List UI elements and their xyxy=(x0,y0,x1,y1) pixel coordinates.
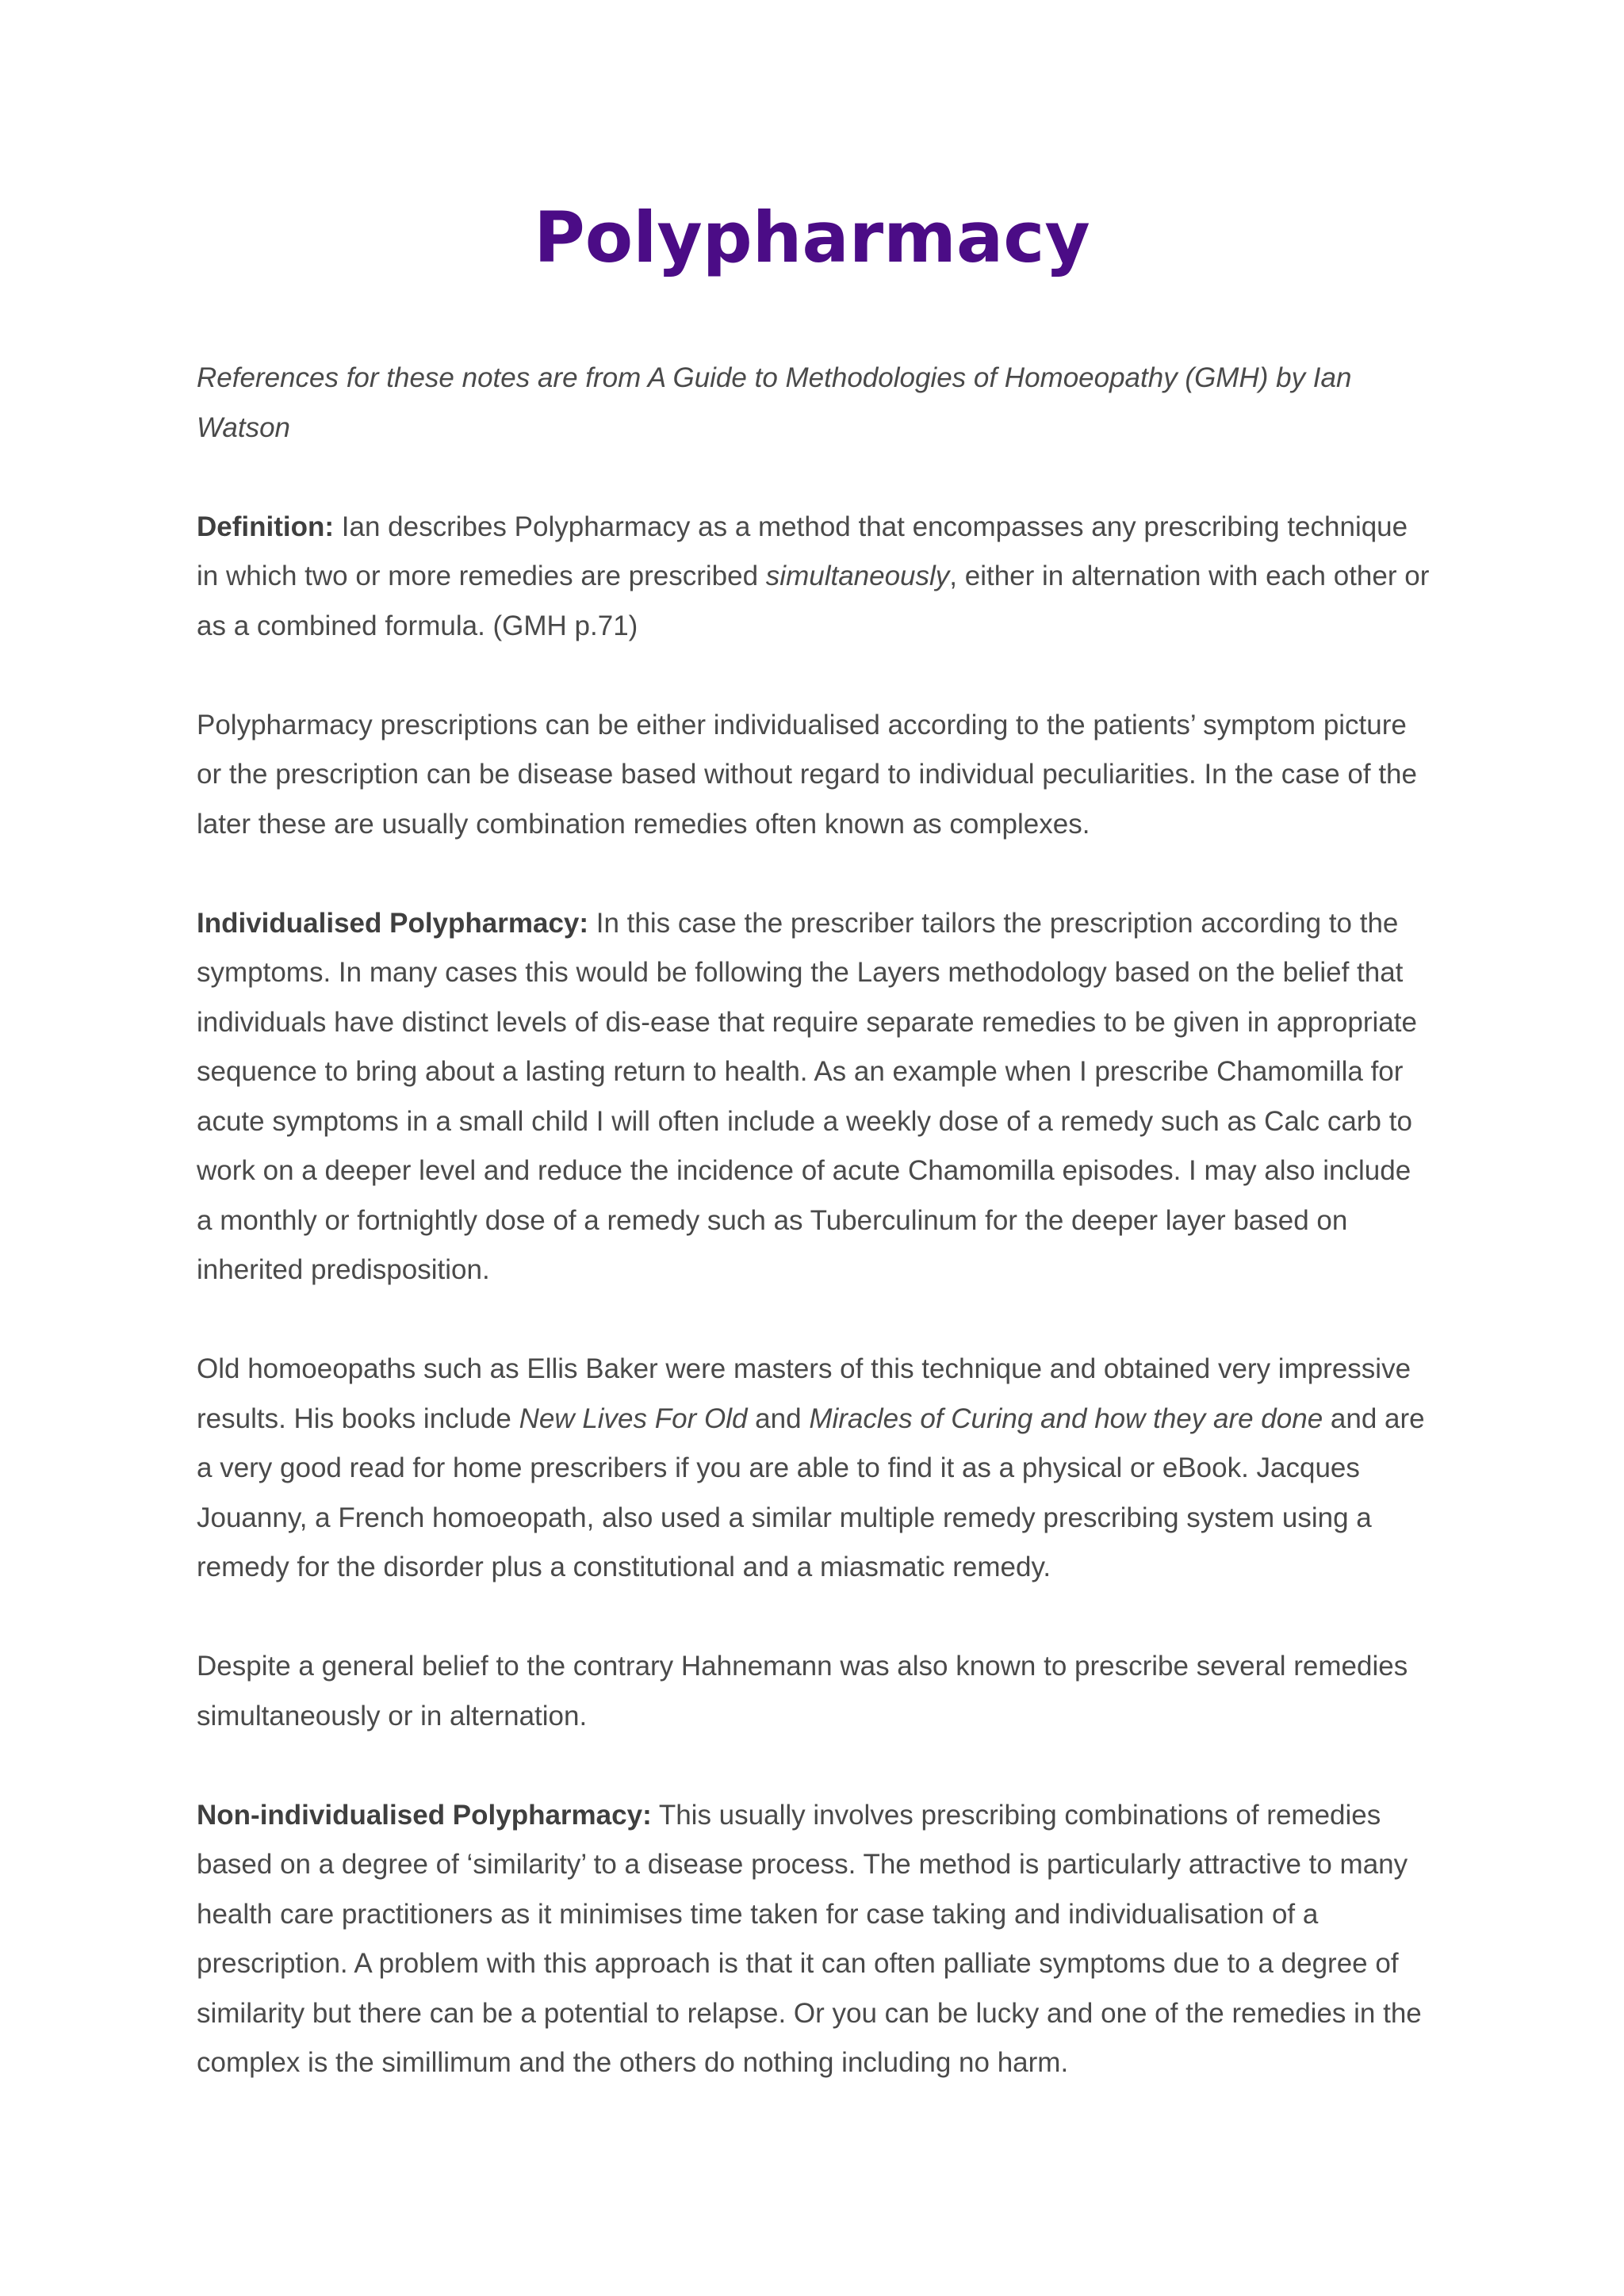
prescriptions-paragraph: Polypharmacy prescriptions can be either individualised according to the patients’ symptom picture or the prescription can be disease based without regard to individual peculiarities. In the case of the later these are usually combination remedies often known as complexes. xyxy=(197,709,1417,840)
non-individualised-paragraph xyxy=(197,1791,1434,2088)
old-homoeopaths-text-2: and xyxy=(747,1402,810,1434)
individualised-text: In this case the prescriber tailors the prescription according to the symptoms. In many cases this would be following the Layers methodology based on the belief that individuals have distinct levels of dis-ease that require separate remedies to be given in appropriate sequence to bring about a lasting return to health. As an example when I prescribe Chamomilla for acute symptoms in a small child I will often include a weekly dose of a remedy such as Calc carb to work on a deeper level and reduce the incidence of acute Chamomilla episodes. I may also include a monthly or fortnightly dose of a remedy such as Tuberculinum for the deeper layer based on inherited predisposition. xyxy=(197,907,1417,1285)
definition-emphasis: simultaneously xyxy=(765,561,950,591)
individualised-paragraph xyxy=(197,899,1434,1295)
definition-label: Definition: xyxy=(197,511,335,542)
document-body xyxy=(197,354,1434,2137)
definition-paragraph xyxy=(197,503,1434,652)
old-homoeopaths-paragraph xyxy=(197,1345,1434,1593)
book-title-miracles: Miracles of Curing and how they are done xyxy=(809,1402,1323,1434)
hahnemann-paragraph: Despite a general belief to the contrary Hahnemann was also known to prescribe several remedies simultaneously or in alternation. xyxy=(197,1651,1408,1732)
old-homoeopaths-text-1: Old homoeopaths such as Ellis Baker were masters of this technique and obtained very impressive results. His books include xyxy=(197,1353,1411,1434)
page-title: Polypharmacy xyxy=(534,197,1090,278)
non-individualised-label: Non-individualised Polypharmacy: xyxy=(197,1799,652,1831)
non-individualised-text: This usually involves prescribing combinations of remedies based on a degree of ‘similarity’ to a disease process. The method is particularly attractive to many health care practitioners as it minimises time taken for case taking and individualisation of a prescription. A problem with this approach is that it can often palliate symptoms due to a degree of similarity but there can be a potential to relapse. Or you can be lucky and one of the remedies in the complex is the simillimum and the others do nothing including no harm. xyxy=(197,1799,1422,2078)
individualised-label: Individualised Polypharmacy: xyxy=(197,907,589,939)
book-title-new-lives: New Lives For Old xyxy=(519,1402,748,1434)
definition-text: Ian describes Polypharmacy as a method that encompasses any prescribing technique in which two or more remedies are prescribed xyxy=(197,511,1408,591)
reference-paragraph xyxy=(197,354,1434,453)
definition-text-end: , either in alternation with each other or as a combined formula. (GMH p.71) xyxy=(197,561,1430,641)
old-homoeopaths-text-3: and are a very good read for home prescribers if you are able to find it as a physical or eBook. Jacques Jouanny, a French homoeopath, also used a similar multiple remedy prescribing system using a remedy for the disorder plus a constitutional and a miasmatic remedy. xyxy=(197,1402,1425,1582)
reference-text: References for these notes are from A Guide to Methodologies of Homoeopathy (GMH) by Ian Watson xyxy=(197,362,1352,443)
